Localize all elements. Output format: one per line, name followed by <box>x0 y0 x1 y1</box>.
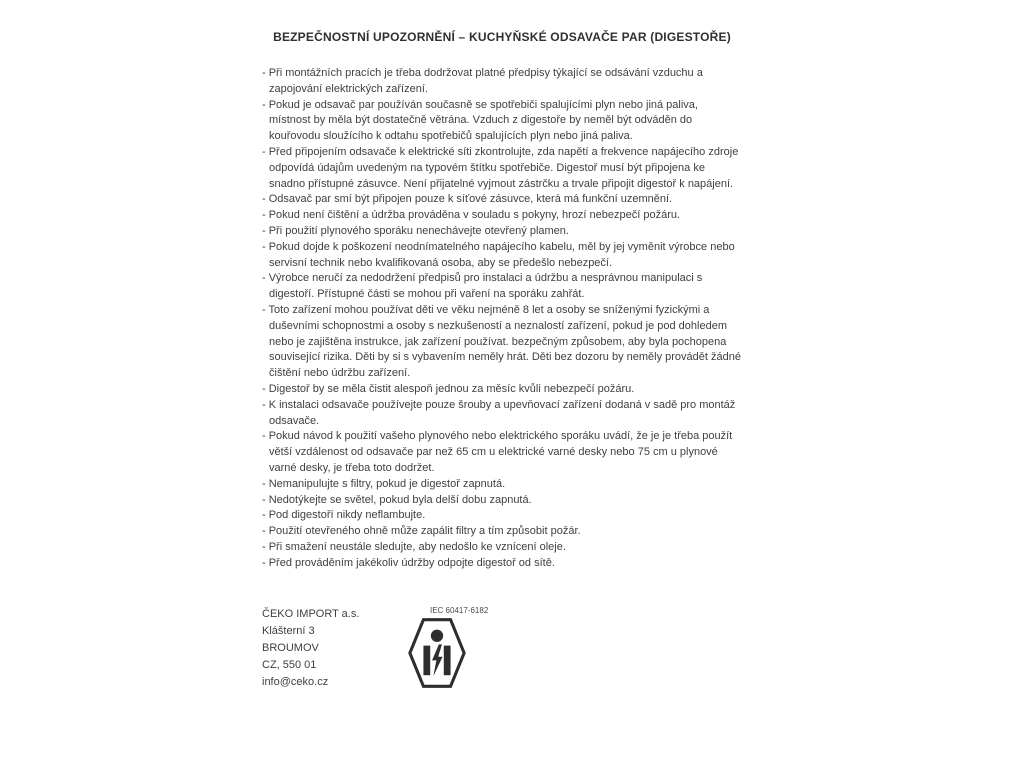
document-content <box>262 30 742 691</box>
safety-item: - Digestoř by se měla čistit alespoň jednou za měsíc kvůli nebezpečí požáru. <box>262 382 635 395</box>
safety-item: - Před připojením odsavače k elektrické síti zkontrolujte, zda napětí a frekvence napájecího zdroje odpovídá údajům uvedeným na typovém štítku spotřebiče. Digestoř musí být připojena ke snadno přístupné zásuvce. Není přijatelné vyjmout zástrčku a trvale připojit digestoř k napájení. <box>262 145 739 190</box>
safety-item: - K instalaci odsavače používejte pouze šrouby a upevňovací zařízení dodaná v sadě pro montáž odsavače. <box>262 398 736 427</box>
safety-item: - Výrobce neručí za nedodržení předpisů pro instalaci a údržbu a nesprávnou manipulaci s digestoří. Přístupné části se mohou při vaření na sporáku zahřát. <box>262 272 703 301</box>
safety-item: - Při použití plynového sporáku nenechávejte otevřený plamen. <box>262 224 569 237</box>
safety-item: - Pokud návod k použití vašeho plynového nebo elektrického sporáku uvádí, že je je třeba použít větší vzdálenost od odsavače par než 65 cm u elektrické varné desky nebo 75 cm u plynové varné desky, je třeba toto dodržet. <box>262 430 733 474</box>
page-title: BEZPEČNOSTNÍ UPOZORNĚNÍ – KUCHYŇSKÉ ODSAVAČE PAR (DIGESTOŘE) <box>273 30 731 44</box>
safety-item: - Nemanipulujte s filtry, pokud je digestoř zapnutá. <box>262 477 506 490</box>
iec-symbol-label: IEC 60417-6182 <box>430 605 489 615</box>
company-zip: CZ, 550 01 <box>262 658 317 671</box>
electrician-installation-icon <box>406 616 468 690</box>
safety-item: - Před prováděním jakékoliv údržby odpojte digestoř od sítě. <box>262 556 555 569</box>
safety-item: - Pod digestoří nikdy neflambujte. <box>262 509 426 522</box>
safety-item: - Pokud je odsavač par používán současně se spotřebiči spalujícími plyn nebo jiná paliva, místnost by měla být dostatečně větrána. Vzduch z digestoře by neměl být odváděn do kouřovodu sloužícího k odtahu spotřebičů spalujících plyn nebo jiná paliva. <box>262 98 698 143</box>
company-street: Klášterní 3 <box>262 624 315 637</box>
safety-item: - Při smažení neustále sledujte, aby nedošlo ke vznícení oleje. <box>262 540 566 553</box>
iec-symbol-block <box>406 606 488 690</box>
safety-warning-list <box>262 66 742 572</box>
company-email: info@ceko.cz <box>262 675 329 688</box>
company-name: ČEKO IMPORT a.s. <box>262 607 360 620</box>
company-info <box>262 606 404 691</box>
company-city: BROUMOV <box>262 641 319 654</box>
document-footer <box>262 606 742 691</box>
safety-item: - Pokud dojde k poškození neodnímatelného napájecího kabelu, měl by jej vyměnit výrobce nebo servisní technik nebo kvalifikovaná osoba, aby se předešlo nebezpečí. <box>262 240 735 269</box>
safety-item: - Toto zařízení mohou používat děti ve věku nejméně 8 let a osoby se sníženými fyzickými a duševními schopnostmi a osoby s nezkušeností a neznalostí zařízení, pokud je pod dohledem nebo je zajištěna instrukce, jak zařízení používat. bezpečným způsobem, aby byla pochopena související rizika. Děti by si s vybavením neměly hrát. Děti bez dozoru by neměly provádět žádné čištění nebo údržbu zařízení. <box>262 303 741 380</box>
safety-item: - Při montážních pracích je třeba dodržovat platné předpisy týkající se odsávání vzduchu a zapojování elektrických zařízení. <box>262 67 703 95</box>
safety-item: - Odsavač par smí být připojen pouze k síťové zásuvce, která má funkční uzemnění. <box>262 193 673 206</box>
safety-item: - Pokud není čištění a údržba prováděna v souladu s pokyny, hrozí nebezpečí požáru. <box>262 209 681 222</box>
safety-item: - Nedotýkejte se světel, pokud byla delší dobu zapnutá. <box>262 493 532 506</box>
safety-item: - Použití otevřeného ohně může zapálit filtry a tím způsobit požár. <box>262 525 581 538</box>
